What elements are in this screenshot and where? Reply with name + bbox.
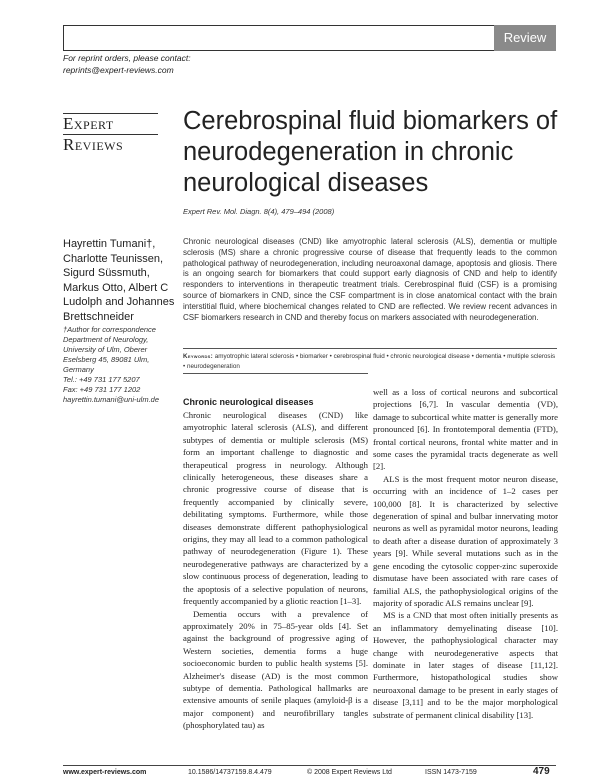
author-tel: Tel.: +49 731 177 5207: [63, 375, 140, 384]
logo-line-2: [63, 134, 158, 155]
paragraph: Chronic neurological diseases (CND) like amyotrophic lateral sclerosis (ALS), and different subtypes of dementia or multiple sclerosis (MS) form an important challenge to diagnostic and therapeutical progress in neurology. Although clinically heterogeneous, these diseases share a chronic progressive course of disease that is frequently accompanied by clinically severe, debilitating symptoms. Furthermore, while those diseases demonstrate different pathophysiological origins, they may all lead to a common pathological pathway of neurodegeneration (Figure 1). These neurodegenerative pathways are characterized by a slow continuous process of degeneration, leading to the apoptosis of a selective population of neurons, frequently accompanied by a gliotic reaction [1–3].: [183, 410, 368, 607]
section-heading: Chronic neurological diseases: [183, 397, 314, 407]
section-tab: Review: [494, 25, 556, 51]
keywords-label: Keywords:: [183, 353, 214, 360]
body-column-1: [183, 409, 368, 755]
paragraph: ALS is the most frequent motor neuron disease, occurring with an incidence of 1–2 cases per 100,000 [8]. It is characterized by selective degeneration of spinal and bulbar innervating motor neurons as well as pyramidal motor neurons, leading to death after a disease duration of approximately 3 years [9]. While several mutations such as in the gene encoding the cytosolic copper-zinc superoxide dismutase have been associated with rare cases of familial ALS, the pathophysiological origins of the majority of sporadic ALS remains unclear [9].: [373, 473, 558, 608]
footer-issn: ISSN 1473-7159: [425, 769, 477, 776]
author-email[interactable]: hayrettin.tumani@uni-ulm.de: [63, 395, 159, 404]
reprint-email[interactable]: reprints@expert-reviews.com: [63, 65, 174, 75]
page-number: 479: [533, 766, 550, 776]
keywords: [183, 348, 557, 372]
correspondence-label: †Author for correspondence: [63, 325, 156, 334]
paragraph: well as a loss of cortical neurons and subcortical projections [6,7]. In vascular dementia (VD), damage to subcortical white matter is generally more pronounced [6]. In frontotemporal dementia (FTD), frontal cortical neurons, frontal white matter and in some cases the pyramidal tracts degenerate as well [2].: [373, 387, 558, 472]
keywords-divider: [183, 373, 368, 374]
logo-text-2: Reviews: [63, 135, 124, 154]
footer-doi: 10.1586/14737159.8.4.479: [188, 769, 272, 776]
abstract: Chronic neurological diseases (CND) like amyotrophic lateral sclerosis (ALS), dementia or multiple sclerosis (MS) share a chronic progressive course of disease that frequently leads to the common pathological pathway of neurodegeneration, including neuroaxonal damage, apoptosis and gliosis. There is an ongoing search for biomarkers that could support early diagnosis of CND and help to identify responders to interventions in therapeutic treatment trials. Cerebrospinal fluid (CSF) is a promising source of biomarkers in CND, since the CSF compartment is in close anatomical contact with the brain interstitial fluid, where biochemical changes related to CND are reflected. We review recent advances in CSF biomarkers research in CND and thereby focus on markers associated with neurodegeneration.: [183, 237, 557, 322]
article-citation: Expert Rev. Mol. Diagn. 8(4), 479–494 (2008): [183, 207, 335, 216]
article-title: Cerebrospinal fluid biomarkers of neurodegeneration in chronic neurological diseases: [183, 107, 558, 197]
reprint-line: For reprint orders, please contact:: [63, 53, 191, 63]
logo-line-1: [63, 113, 158, 134]
keywords-list: amyotrophic lateral sclerosis • biomarker • cerebrospinal fluid • chronic neurological disease • dementia • multiple sclerosis • neurodegeneration: [183, 353, 556, 370]
logo-text-1: Expert: [63, 114, 114, 133]
footer-copyright: © 2008 Expert Reviews Ltd: [307, 769, 392, 776]
reprint-info: [63, 52, 191, 76]
body-column-2: [373, 386, 558, 756]
footer-divider: [63, 765, 556, 766]
journal-logo: [63, 113, 158, 155]
header-box: [63, 25, 556, 51]
paragraph: MS is a CND that most often initially presents as an inflammatory demyelinating disease [10]. However, the pathophysiological character may change with neurodegenerative aspects that dominate in later stages of disease [11,12]. Furthermore, histopathological studies show neuroaxonal damage to be present in early stages of disease [3,11] and to be the major morphological substrate of permanent clinical disability [13].: [373, 610, 558, 720]
footer-website[interactable]: www.expert-reviews.com: [63, 769, 147, 776]
author-fax: Fax: +49 731 177 1202: [63, 385, 141, 394]
author-department: Department of Neurology, University of Ulm, Oberer Eselsberg 45, 89081 Ulm, Germany: [63, 335, 150, 374]
paragraph: Dementia occurs with a prevalence of approximately 20% in 75–85-year olds [4]. Set against the background of progressive aging of Western societies, dementia forms a huge socioeconomic burden to public health systems [5]. Alzheimer's disease (AD) is the most common subtype of dementia. Pathological hallmarks are extensive amounts of senile plaques (amyloid-β is a major component) and neurofibrillary tangles (phosphorylated tau) as: [183, 608, 368, 731]
author-list: Hayrettin Tumani†, Charlotte Teunissen, Sigurd Süssmuth, Markus Otto, Albert C Ludolph and Johannes Brettschneider: [63, 238, 175, 323]
author-correspondence: [63, 325, 178, 405]
